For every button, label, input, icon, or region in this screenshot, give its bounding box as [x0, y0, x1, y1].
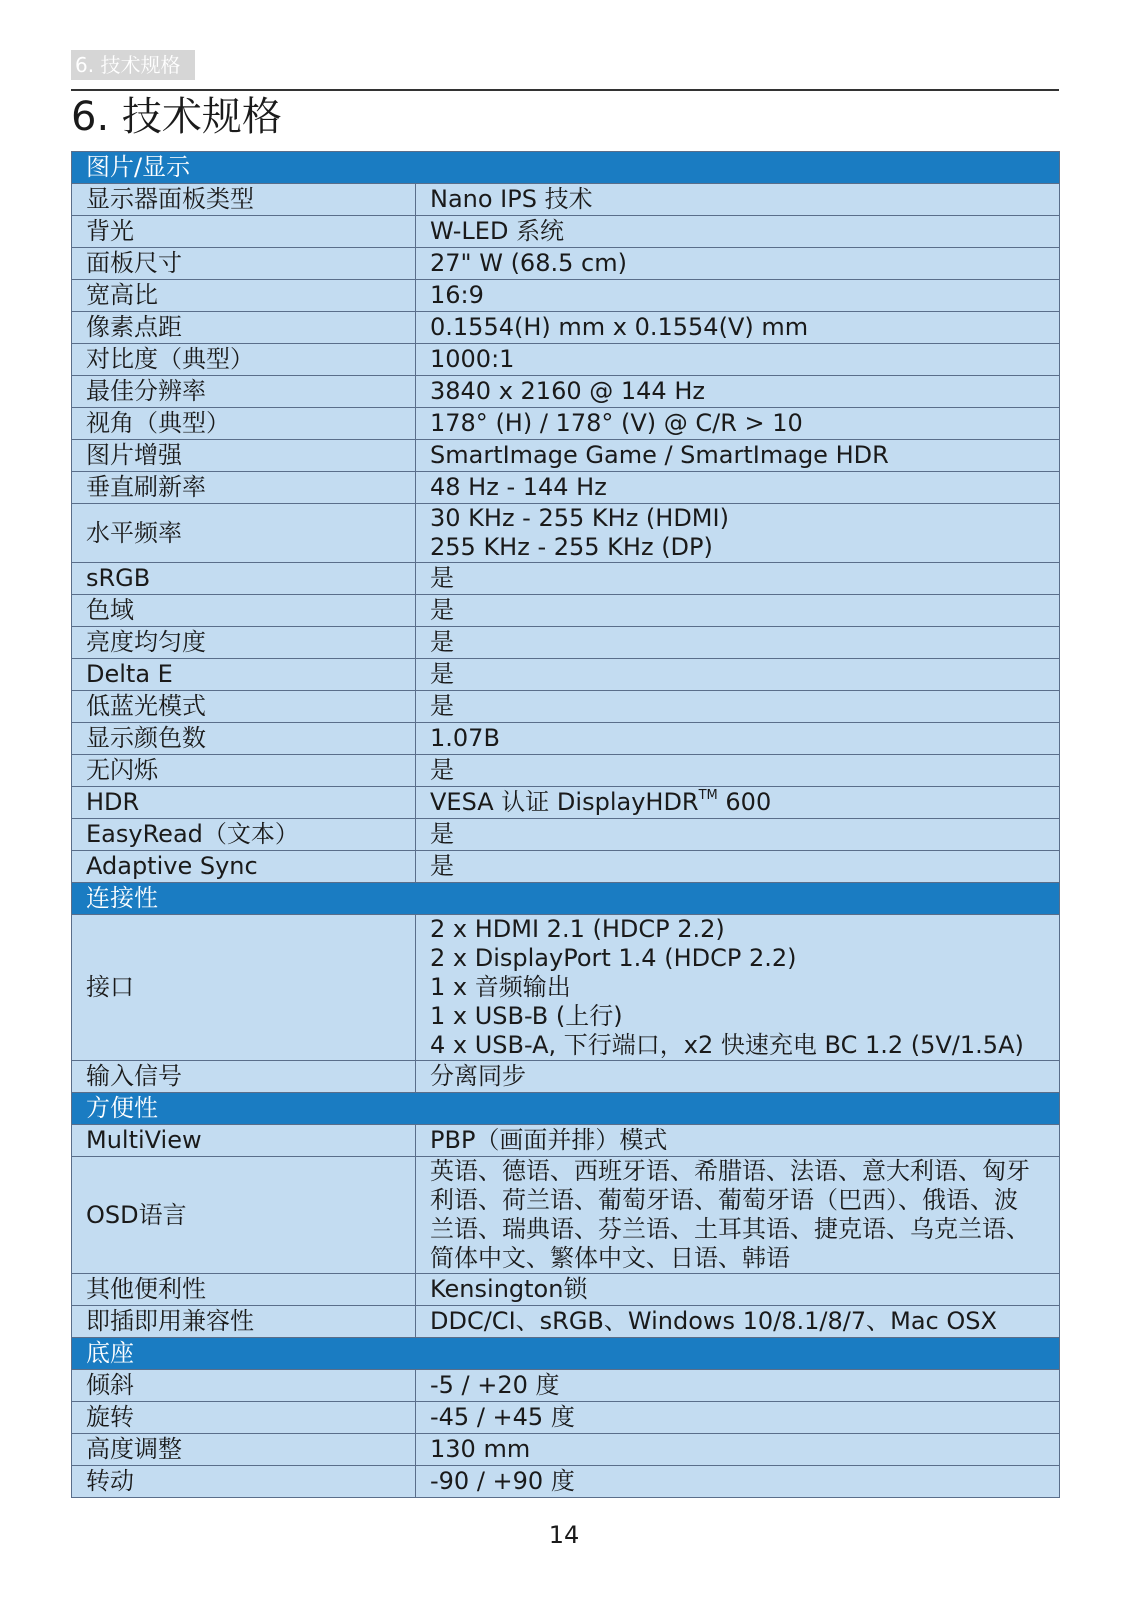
value-line: 30 KHz - 255 KHz (HDMI) — [430, 504, 729, 532]
row-label: 水平频率 — [72, 504, 416, 563]
row-value: -5 / +20 度 — [416, 1370, 1060, 1402]
row-label: 亮度均匀度 — [72, 627, 416, 659]
table-row — [72, 787, 1060, 819]
value-line: 利语、荷兰语、葡萄牙语、葡萄牙语（巴西）、俄语、波 — [430, 1186, 1018, 1214]
table-row — [72, 1434, 1060, 1466]
row-label: 低蓝光模式 — [72, 691, 416, 723]
row-label: 垂直刷新率 — [72, 472, 416, 504]
table-row — [72, 1274, 1060, 1306]
table-row — [72, 819, 1060, 851]
row-label: 色域 — [72, 595, 416, 627]
row-label: Delta E — [72, 659, 416, 691]
row-label: 无闪烁 — [72, 755, 416, 787]
table-row — [72, 312, 1060, 344]
row-label: 视角（典型） — [72, 408, 416, 440]
row-label: 面板尺寸 — [72, 248, 416, 280]
row-value: -90 / +90 度 — [416, 1466, 1060, 1498]
table-row — [72, 440, 1060, 472]
table-row — [72, 659, 1060, 691]
value-line: 英语、德语、西班牙语、希腊语、法语、意大利语、匈牙 — [430, 1157, 1030, 1185]
table-row — [72, 1125, 1060, 1157]
hdr-text: VESA 认证 DisplayHDR — [430, 788, 699, 816]
hdr-level: 600 — [717, 788, 772, 816]
row-label: HDR — [72, 787, 416, 819]
row-value: 是 — [416, 595, 1060, 627]
table-row — [72, 216, 1060, 248]
row-value: 是 — [416, 851, 1060, 883]
row-value: -45 / +45 度 — [416, 1402, 1060, 1434]
row-label: 图片增强 — [72, 440, 416, 472]
table-row — [72, 472, 1060, 504]
row-value: 是 — [416, 659, 1060, 691]
section-header-stand: 底座 — [72, 1338, 1060, 1370]
row-value: 1000:1 — [416, 344, 1060, 376]
row-label: 对比度（典型） — [72, 344, 416, 376]
row-value: 是 — [416, 755, 1060, 787]
section-tab: 6. 技术规格 — [71, 50, 195, 80]
row-value: 是 — [416, 627, 1060, 659]
value-line: 兰语、瑞典语、芬兰语、土耳其语、捷克语、乌克兰语、 — [430, 1215, 1030, 1243]
table-row — [72, 755, 1060, 787]
row-value: W-LED 系统 — [416, 216, 1060, 248]
row-label: 显示颜色数 — [72, 723, 416, 755]
row-label: 即插即用兼容性 — [72, 1306, 416, 1338]
table-row — [72, 627, 1060, 659]
row-label: sRGB — [72, 563, 416, 595]
row-label: 转动 — [72, 1466, 416, 1498]
table-row — [72, 851, 1060, 883]
row-value: 分离同步 — [416, 1061, 1060, 1093]
value-line: 255 KHz - 255 KHz (DP) — [430, 533, 713, 561]
table-row — [72, 1370, 1060, 1402]
page-title: 6. 技术规格 — [71, 94, 282, 140]
row-value: 48 Hz - 144 Hz — [416, 472, 1060, 504]
section-header-connectivity: 连接性 — [72, 883, 1060, 915]
header-rule — [71, 89, 1059, 91]
row-value: 是 — [416, 819, 1060, 851]
row-label: 其他便利性 — [72, 1274, 416, 1306]
row-value: 130 mm — [416, 1434, 1060, 1466]
section-header-convenience: 方便性 — [72, 1093, 1060, 1125]
row-value: SmartImage Game / SmartImage HDR — [416, 440, 1060, 472]
row-label: EasyRead（文本） — [72, 819, 416, 851]
row-value: Kensington锁 — [416, 1274, 1060, 1306]
table-row — [72, 280, 1060, 312]
row-value: PBP（画面并排）模式 — [416, 1125, 1060, 1157]
row-value: 是 — [416, 691, 1060, 723]
table-row — [72, 248, 1060, 280]
row-value: 是 — [416, 563, 1060, 595]
row-value: 3840 x 2160 @ 144 Hz — [416, 376, 1060, 408]
table-row — [72, 1061, 1060, 1093]
section-header-picture: 图片/显示 — [72, 152, 1060, 184]
row-label: 倾斜 — [72, 1370, 416, 1402]
row-label: 背光 — [72, 216, 416, 248]
row-label: Adaptive Sync — [72, 851, 416, 883]
table-row — [72, 504, 1060, 563]
table-row — [72, 376, 1060, 408]
table-row — [72, 691, 1060, 723]
value-line: 1 x USB-B (上行) — [430, 1002, 623, 1030]
table-row — [72, 595, 1060, 627]
row-value: Nano IPS 技术 — [416, 184, 1060, 216]
row-value: 16:9 — [416, 280, 1060, 312]
row-label: 旋转 — [72, 1402, 416, 1434]
row-value: 27" W (68.5 cm) — [416, 248, 1060, 280]
table-row — [72, 1306, 1060, 1338]
row-value — [416, 915, 1060, 1061]
row-label: 接口 — [72, 915, 416, 1061]
row-value: DDC/CI、sRGB、Windows 10/8.1/8/7、Mac OSX — [416, 1306, 1060, 1338]
row-label: 最佳分辨率 — [72, 376, 416, 408]
trademark-mark: TM — [698, 788, 718, 803]
table-row — [72, 408, 1060, 440]
table-row — [72, 344, 1060, 376]
row-value — [416, 787, 1060, 819]
value-line: 2 x HDMI 2.1 (HDCP 2.2) — [430, 915, 725, 943]
page-number: 14 — [548, 1521, 580, 1549]
table-row — [72, 1466, 1060, 1498]
row-value — [416, 504, 1060, 563]
row-value: 0.1554(H) mm x 0.1554(V) mm — [416, 312, 1060, 344]
row-label: OSD语言 — [72, 1157, 416, 1274]
table-row — [72, 915, 1060, 1061]
value-line: 1 x 音频输出 — [430, 973, 571, 1001]
spec-table — [71, 151, 1060, 1498]
table-row — [72, 563, 1060, 595]
row-label: MultiView — [72, 1125, 416, 1157]
row-label: 显示器面板类型 — [72, 184, 416, 216]
value-line: 2 x DisplayPort 1.4 (HDCP 2.2) — [430, 944, 797, 972]
table-row — [72, 723, 1060, 755]
value-line: 4 x USB-A, 下行端口，x2 快速充电 BC 1.2 (5V/1.5A) — [430, 1031, 1024, 1059]
value-line: 简体中文、繁体中文、日语、韩语 — [430, 1244, 790, 1272]
row-value: 1.07B — [416, 723, 1060, 755]
table-row — [72, 184, 1060, 216]
row-label: 输入信号 — [72, 1061, 416, 1093]
row-label: 宽高比 — [72, 280, 416, 312]
row-value — [416, 1157, 1060, 1274]
row-label: 像素点距 — [72, 312, 416, 344]
table-row — [72, 1157, 1060, 1274]
row-value: 178° (H) / 178° (V) @ C/R > 10 — [416, 408, 1060, 440]
row-label: 高度调整 — [72, 1434, 416, 1466]
table-row — [72, 1402, 1060, 1434]
